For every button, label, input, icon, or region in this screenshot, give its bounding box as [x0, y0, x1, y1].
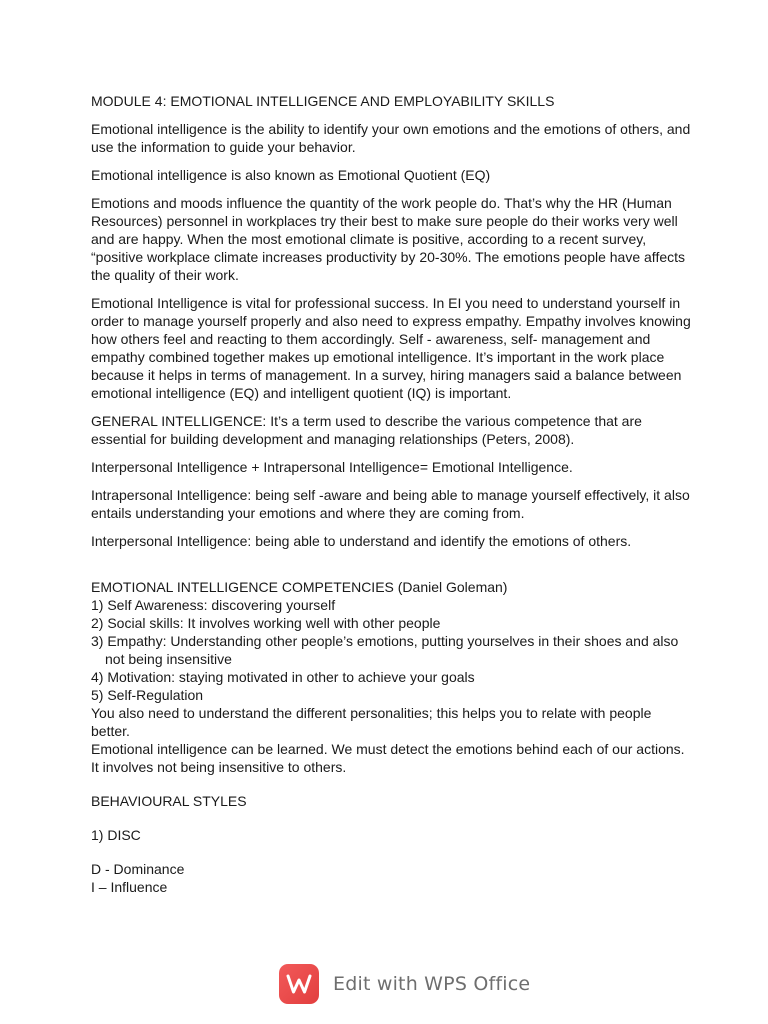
competency-item: 2) Social skills: It involves working well with other people — [91, 615, 441, 631]
disc-heading: 1) DISC — [91, 827, 141, 843]
intro-paragraph: Emotional intelligence is the ability to identify your own emotions and the emotions of others, and use the information to guide your behavior. — [91, 121, 691, 155]
interpersonal-paragraph: Interpersonal Intelligence: being able to understand and identify the emotions of others. — [91, 533, 632, 549]
general-intelligence-label: GENERAL INTELLIGENCE — [91, 413, 263, 429]
intrapersonal-paragraph: Intrapersonal Intelligence: being self -aware and being able to manage yourself effectively, it also entails understanding your emotions and where they are coming from. — [91, 487, 690, 521]
competency-item: 1) Self Awareness: discovering yourself — [91, 597, 336, 613]
behavioural-styles-heading: BEHAVIOURAL STYLES — [91, 793, 247, 809]
eq-heading: Emotional intelligence is also known as Emotional Quotient (EQ) — [91, 167, 491, 183]
wps-office-logo-icon — [279, 964, 319, 1004]
competency-item: 4) Motivation: staying motivated in other to achieve your goals — [91, 669, 475, 685]
wps-w-glyph-icon — [285, 972, 313, 996]
competencies-heading: EMOTIONAL INTELLIGENCE COMPETENCIES (Daniel Goleman) — [91, 579, 508, 595]
formula-line: Interpersonal Intelligence + Intrapersonal Intelligence= Emotional Intelligence. — [91, 459, 573, 475]
disc-item: I – Influence — [91, 879, 168, 895]
general-intelligence-paragraph — [91, 412, 691, 448]
module-title: MODULE 4: EMOTIONAL INTELLIGENCE AND EMPLOYABILITY SKILLS — [91, 93, 555, 109]
learned-paragraph: Emotional intelligence can be learned. We must detect the emotions behind each of our actions. It involves not being insensitive to others. — [91, 741, 685, 775]
competency-item: 5) Self-Regulation — [91, 687, 204, 703]
competency-item: 3) Empathy: Understanding other people’s emotions, putting yourselves in their shoes and also — [91, 633, 679, 649]
document-page — [91, 92, 691, 896]
ei-vital-paragraph: Emotional Intelligence is vital for professional success. In EI you need to understand yourself in order to manage yourself properly and also need to express empathy. Empathy involves knowing how others feel and reacting to them accordingly. Self - awareness, self- management and empathy combined together makes up emotional intelligence. It’s important in the work place because it helps in terms of management. In a survey, hiring managers said a balance between emotional intelligence (EQ) and intelligent quotient (IQ) is important. — [91, 295, 691, 401]
competency-item-continued: not being insensitive — [105, 651, 232, 667]
wps-footer[interactable] — [279, 964, 530, 1004]
emotions-paragraph: Emotions and moods influence the quantity of the work people do. That’s why the HR (Human Resources) personnel in workplaces try their best to make sure people do their works very well and are happy. When the most emotional climate is positive, according to a recent survey, “positive workplace climate increases productivity by 20-30%. The emotions people have affects the quality of their work. — [91, 195, 686, 283]
disc-item: D - Dominance — [91, 861, 185, 877]
wps-footer-text: Edit with WPS Office — [333, 973, 531, 995]
personalities-paragraph: You also need to understand the different personalities; this helps you to relate with people better. — [91, 705, 652, 739]
general-intelligence-text: : It’s a term used to describe the various competence that are essential for building development and managing relationships (Peters, 2008). — [91, 413, 642, 447]
